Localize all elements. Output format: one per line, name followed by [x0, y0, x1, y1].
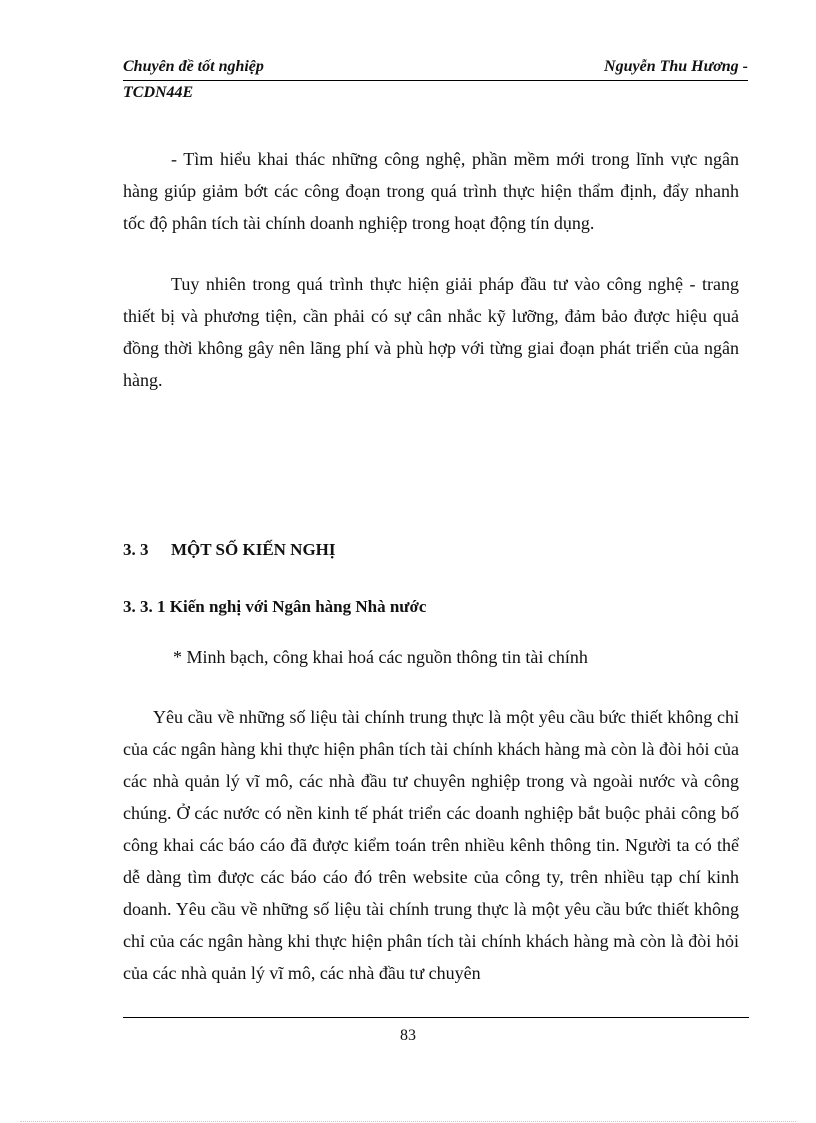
header-class-code: TCDN44E: [123, 84, 194, 101]
paragraph-investment: Tuy nhiên trong quá trình thực hiện giải pháp đầu tư vào công nghệ - trang thiết bị và phương tiện, cần phải có sự cân nhắc kỹ lưỡng, đảm bảo được hiệu quả đồng thời không gây nên lãng phí và phù hợp với từng giai đoạn phát triển của ngân hàng.: [123, 274, 739, 390]
section-number: 3. 3: [123, 540, 149, 559]
header-author: Nguyễn Thu Hương -: [604, 58, 748, 75]
subsection-heading: 3. 3. 1 Kiến nghị với Ngân hàng Nhà nước: [123, 597, 427, 616]
footer-rule: [123, 1017, 749, 1018]
page-header: [123, 58, 748, 80]
header-rule: [123, 80, 748, 81]
bullet-item: * Minh bạch, công khai hoá các nguồn thông tin tài chính: [173, 647, 588, 667]
page-edge-divider: [20, 1121, 796, 1122]
body-paragraph: Yêu cầu về những số liệu tài chính trung thực là một yêu cầu bức thiết không chỉ của các ngân hàng khi thực hiện phân tích tài chính khách hàng mà còn là đòi hỏi của các nhà quản lý vĩ mô, các nhà đầu tư chuyên nghiệp trong và ngoài nước và công chúng. Ở các nước có nền kinh tế phát triển các doanh nghiệp bắt buộc phải công bố công khai các báo cáo đã được kiểm toán trên nhiều kênh thông tin. Người ta có thể dễ dàng tìm được các báo cáo đó trên website của công ty, trên nhiều tạp chí kinh doanh. Yêu cầu về những số liệu tài chính trung thực là một yêu cầu bức thiết không chỉ của các ngân hàng khi thực hiện phân tích tài chính khách hàng mà còn là đòi hỏi của các nhà quản lý vĩ mô, các nhà đầu tư chuyên: [123, 707, 739, 983]
section-heading: [123, 540, 336, 560]
paragraph-technology: - Tìm hiểu khai thác những công nghệ, phần mềm mới trong lĩnh vực ngân hàng giúp giảm bớt các công đoạn trong quá trình thực hiện thẩm định, đẩy nhanh tốc độ phân tích tài chính doanh nghiệp trong hoạt động tín dụng.: [123, 149, 739, 233]
header-document-title: Chuyên đề tốt nghiệp: [123, 58, 264, 75]
section-title: MỘT SỐ KIẾN NGHỊ: [171, 540, 336, 559]
page-number: 83: [400, 1027, 416, 1044]
